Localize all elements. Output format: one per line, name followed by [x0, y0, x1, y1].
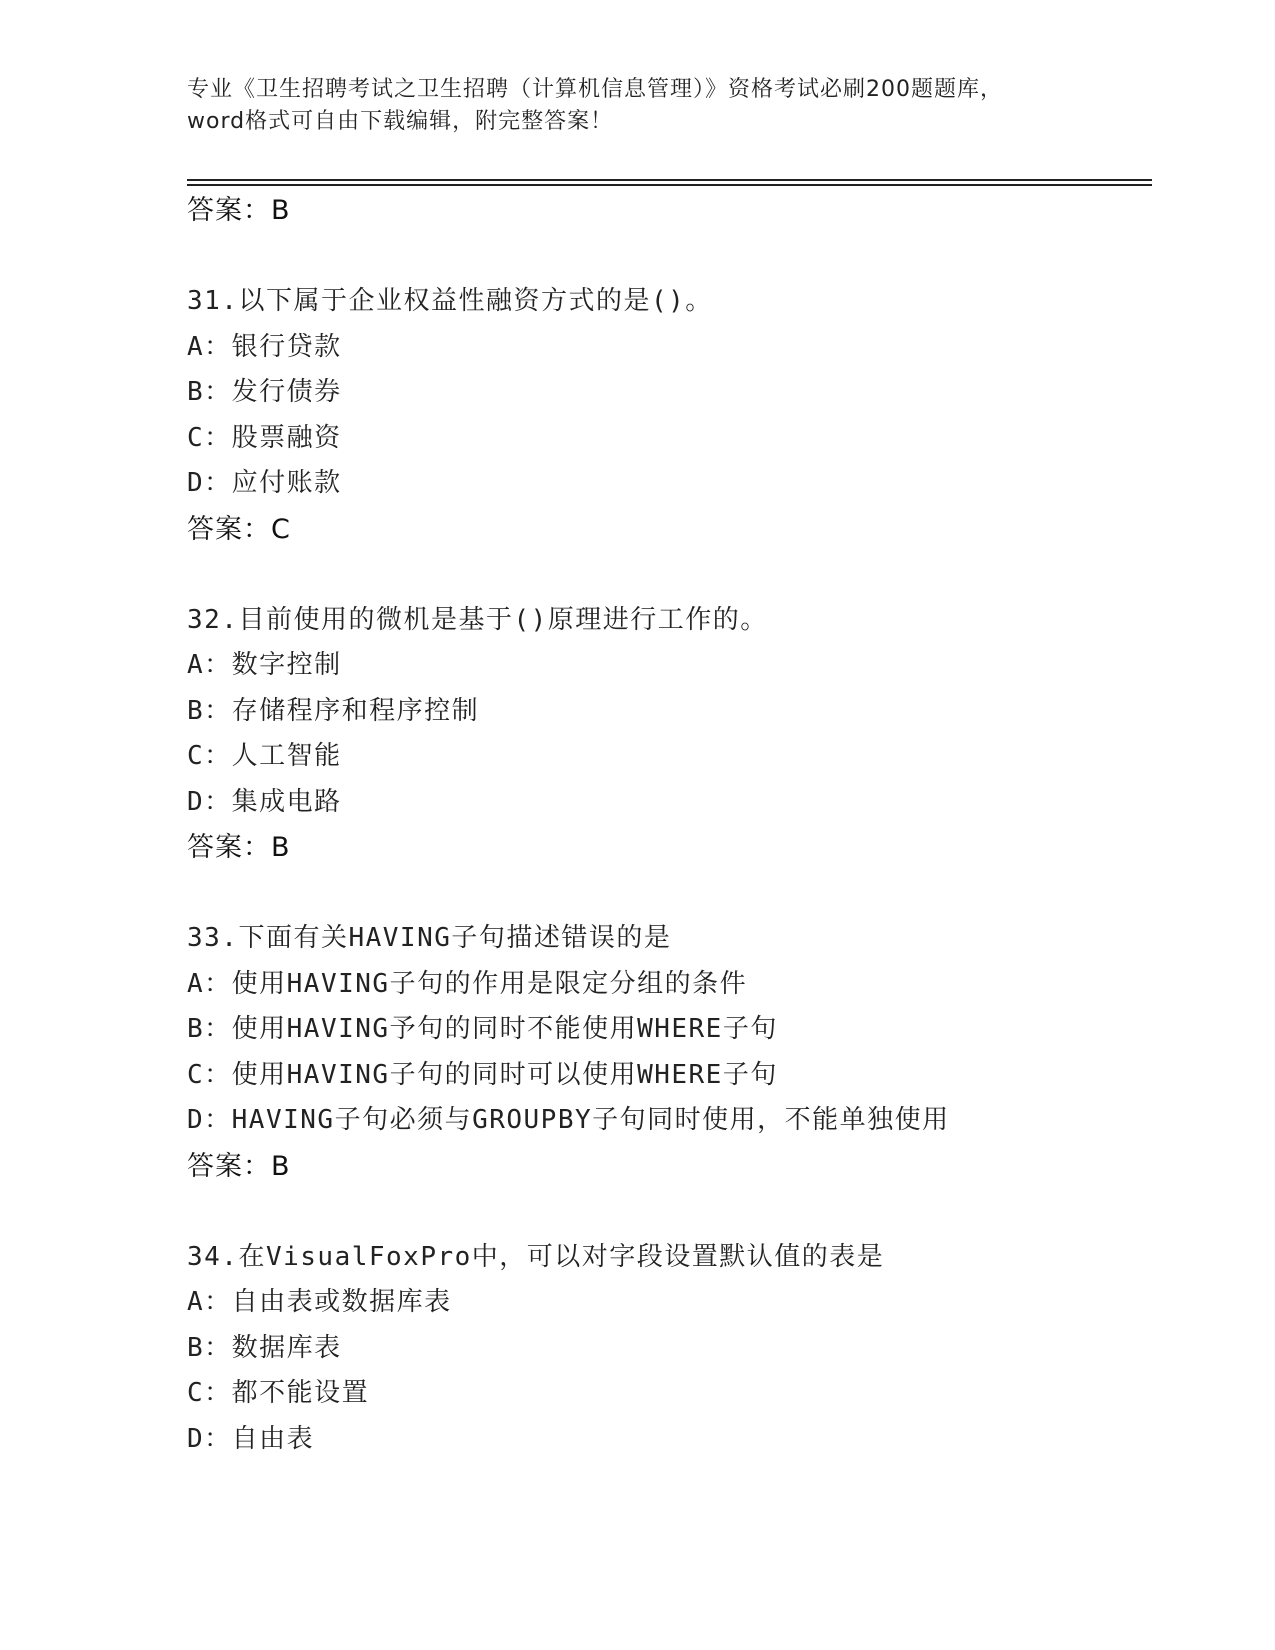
option-b: B：存储程序和程序控制: [187, 695, 480, 726]
question-item: [187, 279, 1187, 552]
answer-line: 答案：B: [187, 1150, 291, 1182]
spacer: [187, 1189, 1187, 1235]
option-c: C：使用HAVING子句的同时可以使用WHERE子句: [187, 1059, 778, 1090]
option-a: A：数字控制: [187, 650, 342, 680]
header-line-2: word格式可自由下载编辑，附完整答案！: [187, 109, 614, 134]
document-header: [187, 74, 1087, 138]
answer-line: 答案：C: [187, 513, 291, 545]
option-c: C：都不能设置: [187, 1378, 370, 1408]
question-list: [187, 188, 1187, 1462]
option-a: A：自由表或数据库表: [187, 1287, 452, 1317]
question-stem: 31.以下属于企业权益性融资方式的是()。: [187, 286, 713, 316]
option-d: D：应付账款: [187, 468, 342, 498]
question-stem: 33.下面有关HAVING子句描述错误的是: [187, 923, 672, 953]
option-b: B：数据库表: [187, 1332, 342, 1363]
question-item: [187, 1235, 1187, 1463]
option-d: D：HAVING子句必须与GROUPBY子句同时使用，不能单独使用: [187, 1105, 950, 1135]
header-line-1: 专业《卫生招聘考试之卫生招聘（计算机信息管理）》资格考试必刷200题题库，: [187, 77, 1003, 102]
option-d: D：集成电路: [187, 786, 342, 817]
option-c: C：人工智能: [187, 741, 342, 771]
header-divider-top: [187, 179, 1152, 181]
option-a: A：银行贷款: [187, 331, 342, 362]
option-b: B：发行债券: [187, 377, 342, 407]
option-b: B：使用HAVING予句的同时不能使用WHERE子句: [187, 1014, 778, 1044]
answer-line: 答案：B: [187, 195, 291, 226]
question-item: [187, 916, 1187, 1189]
answer-line: 答案：B: [187, 832, 291, 863]
question-item: [187, 598, 1187, 871]
spacer: [187, 234, 1187, 280]
option-c: C：股票融资: [187, 422, 342, 453]
spacer: [187, 552, 1187, 598]
question-stem: 32.目前使用的微机是基于()原理进行工作的。: [187, 604, 768, 635]
question-stem: 34.在VisualFoxPro中，可以对字段设置默认值的表是: [187, 1241, 885, 1272]
spacer: [187, 871, 1187, 917]
option-d: D：自由表: [187, 1423, 315, 1454]
header-divider-bottom: [187, 184, 1152, 186]
option-a: A：使用HAVING子句的作用是限定分组的条件: [187, 968, 748, 999]
